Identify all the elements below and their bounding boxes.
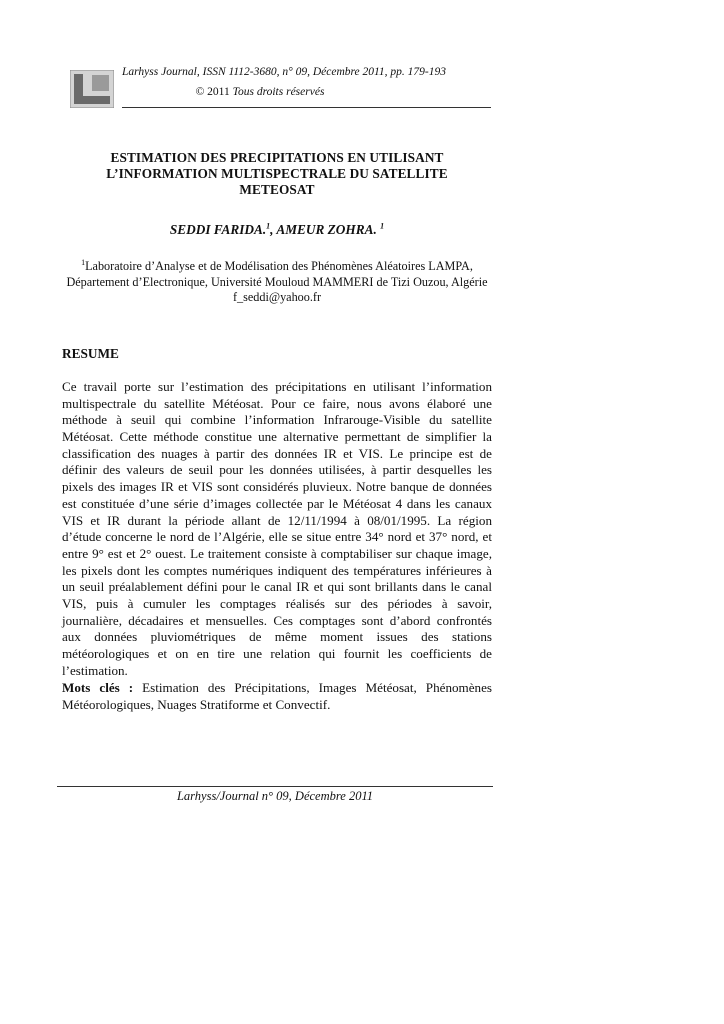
author-affiliation-marker: 1 [266, 221, 271, 231]
author-separator: , [270, 222, 277, 237]
affiliation-department: Département d’Electronique, Université Mouloud MAMMERI de Tizi Ouzou, Algérie [66, 274, 488, 289]
keywords-text: Estimation des Précipitations, Images Météosat, Phénomènes [133, 680, 492, 695]
abstract-line: pixels des images IR et VIS sont considérés pluvieux. Notre banque de données [62, 479, 492, 495]
abstract-line: définir des valeurs de seuil pour les données utilisées, à partir desquelles les [62, 462, 492, 478]
abstract-line: météorologiques et on en tire une relation qui fournit les coefficients de [62, 646, 492, 661]
keywords-line-2: Météorologiques, Nuages Stratiforme et Convectif. [62, 696, 331, 712]
paper-title [62, 150, 492, 198]
journal-citation: Larhyss Journal, ISSN 1112-3680, n° 09, Décembre 2011, pp. 179-193 [122, 66, 447, 78]
abstract-line: multispectrale du satellite Météosat. Pour ce faire, nous avons élaboré une [62, 395, 492, 411]
abstract-line: classification des nuages à partir des données IR et VIS. Le principe est de [62, 445, 492, 461]
copyright-year: © 2011 [195, 86, 233, 98]
abstract-body [62, 379, 492, 679]
abstract-line: un seuil préalablement défini pour le canal IR et qui sont brillants dans le canal [62, 579, 492, 595]
abstract-line: d’étude concerne le nord de l’Algérie, elle se situe entre 34° nord et 37° nord, et [62, 529, 492, 545]
keywords-label: Mots clés : [62, 680, 134, 695]
abstract-line: journalière, décadaires et mensuelles. Ces comptages sont d’abord confrontés [62, 612, 492, 628]
abstract-line: aux données pluviométriques de même moment issues des stations [62, 629, 492, 645]
page-footer: Larhyss/Journal n° 09, Décembre 2011 [176, 789, 374, 803]
author-email: f_seddi@yahoo.fr [232, 290, 322, 304]
copyright-line [0, 86, 520, 98]
abstract-line: Météosat. Cette méthode constitue une alternative permettant de simplifier la [62, 429, 492, 445]
abstract-line: Ce travail porte sur l’estimation des précipitations en utilisant l’information [62, 379, 492, 394]
author-affiliation-marker: 1 [380, 221, 385, 231]
header-divider [122, 107, 491, 108]
affiliation-line [50, 259, 504, 275]
abstract-line: les pixels dont les comptes numériques indiquent des températures inférieures à [62, 562, 492, 578]
abstract-line: entre 9° est et 2° ouest. Le traitement consiste à comptabiliser sur chaque image, [62, 545, 492, 561]
affiliation [50, 259, 504, 306]
author-list [62, 222, 492, 238]
author-name: AMEUR ZOHRA. [276, 222, 381, 237]
abstract-line: VIS et IR durant la période allant de 12/11/1994 à 08/01/1995. La région [62, 512, 492, 528]
footer-divider [57, 786, 493, 787]
title-line: ESTIMATION DES PRECIPITATIONS EN UTILISANT [110, 150, 444, 165]
copyright-rights: Tous droits réservés [232, 86, 325, 98]
affiliation-marker: 1 [81, 257, 86, 267]
affiliation-lab: Laboratoire d’Analyse et de Modélisation des Phénomènes Aléatoires LAMPA, [85, 259, 473, 273]
abstract-heading: RESUME [62, 346, 119, 361]
abstract-line: est constituée d’une série d’images collectée par le Météosat 4 dans les canaux [62, 495, 492, 511]
keywords [62, 680, 492, 713]
author-name: SEDDI FARIDA. [169, 222, 267, 237]
abstract-line: VIS, puis à cumuler les comptages réalisés sur des périodes à savoir, [62, 595, 492, 611]
title-line: METEOSAT [239, 182, 315, 197]
abstract-line: méthode à seuil qui combine l’information Infrarouge-Visible du satellite [62, 412, 492, 428]
keywords-line [62, 680, 492, 697]
title-line: L’INFORMATION MULTISPECTRALE DU SATELLITE [106, 166, 448, 181]
abstract-line: l’estimation. [62, 662, 128, 678]
